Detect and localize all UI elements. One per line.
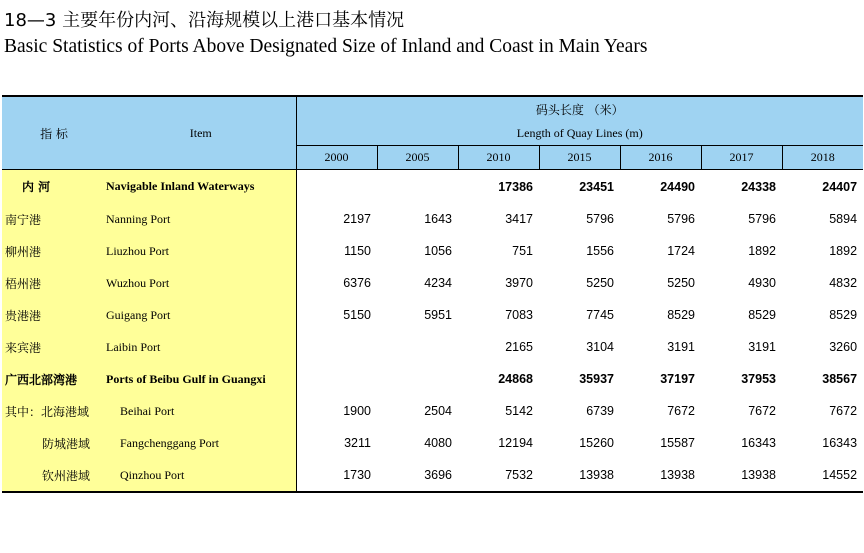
row-label-english: Navigable Inland Waterways	[106, 170, 296, 204]
row-label-chinese: 柳州港	[2, 235, 106, 267]
table-row	[2, 235, 863, 267]
value-cell-2000	[296, 331, 377, 363]
value-cell-2016: 5250	[667, 276, 695, 290]
port-statistics-table	[2, 95, 863, 493]
year-header-2018: 2018	[782, 146, 863, 170]
table-row	[2, 299, 863, 331]
value-cell-2000	[296, 170, 377, 204]
value-cell-2000: 5150	[343, 308, 371, 322]
value-cell-2016: 24490	[620, 170, 701, 204]
year-header-2005: 2005	[377, 146, 458, 170]
item-header: Item	[106, 96, 296, 170]
value-cell-2005: 3696	[424, 468, 452, 482]
row-label-chinese: 内 河	[2, 170, 106, 204]
table-row	[2, 331, 863, 363]
value-cell-2010: 17386	[458, 170, 539, 204]
value-cell-2000: 1150	[344, 244, 371, 258]
table-body	[2, 170, 863, 493]
row-label-english: Fangchenggang Port	[106, 427, 296, 459]
table-row	[2, 363, 863, 395]
value-cell-2018: 14552	[822, 468, 858, 482]
value-cell-2016: 1724	[667, 244, 695, 258]
value-cell-2018: 16343	[822, 436, 858, 450]
value-cell-2005	[377, 363, 458, 395]
value-cell-2015: 3104	[586, 340, 614, 354]
value-cell-2017: 37953	[741, 372, 776, 386]
value-cell-2010: 7532	[505, 468, 533, 482]
value-cell-2016: 3191	[667, 340, 695, 354]
value-cell-2018: 5894	[829, 212, 858, 226]
value-cell-2005: 5951	[424, 308, 452, 322]
value-cell-2018: 24407	[782, 170, 863, 204]
row-label-english: Nanning Port	[106, 203, 296, 235]
table-title-english: Basic Statistics of Ports Above Designated Size of Inland and Coast in Main Years	[4, 36, 648, 57]
unit-header	[296, 96, 863, 146]
value-cell-2015: 5250	[586, 276, 614, 290]
value-cell-2000: 6376	[343, 276, 371, 290]
value-cell-2005: 1056	[424, 244, 452, 258]
row-label-chinese: 梧州港	[2, 267, 106, 299]
row-label-chinese: 钦州港域	[2, 459, 106, 492]
value-cell-2017: 5796	[748, 212, 776, 226]
value-cell-2015: 1556	[586, 244, 614, 258]
value-cell-2018: 3260	[829, 340, 858, 354]
value-cell-2016: 37197	[660, 372, 695, 386]
value-cell-2005: 2504	[424, 404, 452, 418]
value-cell-2016: 7672	[667, 404, 695, 418]
value-cell-2018: 7672	[829, 404, 858, 418]
value-cell-2017: 1892	[748, 244, 776, 258]
value-cell-2005: 4080	[424, 436, 452, 450]
row-label-english: Wuzhou Port	[106, 267, 296, 299]
value-cell-2018: 38567	[822, 372, 858, 386]
value-cell-2015: 23451	[539, 170, 620, 204]
table-row	[2, 203, 863, 235]
row-label-chinese: 其中：北海港域	[2, 395, 106, 427]
table-row	[2, 427, 863, 459]
row-label-english: Ports of Beibu Gulf in Guangxi	[106, 363, 296, 395]
value-cell-2016: 15587	[660, 436, 695, 450]
value-cell-2017: 7672	[748, 404, 776, 418]
row-label-english: Guigang Port	[106, 299, 296, 331]
indicator-header: 指 标	[2, 96, 106, 170]
table-title-chinese: 18—3 主要年份内河、沿海规模以上港口基本情况	[4, 10, 405, 31]
value-cell-2016: 8529	[667, 308, 695, 322]
year-header-2015: 2015	[539, 146, 620, 170]
value-cell-2018: 4832	[829, 276, 858, 290]
value-cell-2000: 3211	[344, 436, 371, 450]
value-cell-2010: 24868	[498, 372, 533, 386]
value-cell-2010: 7083	[505, 308, 533, 322]
table-row	[2, 395, 863, 427]
row-label-chinese: 贵港港	[2, 299, 106, 331]
row-label-english: Laibin Port	[106, 331, 296, 363]
value-cell-2010: 3970	[505, 276, 533, 290]
row-label-english: Beihai Port	[106, 395, 296, 427]
value-cell-2000: 1730	[343, 468, 371, 482]
value-cell-2018: 1892	[829, 244, 858, 258]
table-row	[2, 459, 863, 492]
year-header-2000: 2000	[296, 146, 377, 170]
value-cell-2015: 5796	[586, 212, 614, 226]
year-header-2010: 2010	[458, 146, 539, 170]
row-label-english: Liuzhou Port	[106, 235, 296, 267]
unit-header-chinese: 码头长度 （米）	[535, 102, 624, 117]
value-cell-2010: 2165	[505, 340, 533, 354]
value-cell-2015: 15260	[579, 436, 614, 450]
value-cell-2015: 6739	[586, 404, 614, 418]
value-cell-2000	[296, 363, 377, 395]
value-cell-2017: 4930	[748, 276, 776, 290]
value-cell-2017: 8529	[748, 308, 776, 322]
value-cell-2017: 3191	[748, 340, 776, 354]
row-label-chinese: 南宁港	[2, 203, 106, 235]
unit-header-english: Length of Quay Lines (m)	[516, 125, 643, 140]
value-cell-2005: 1643	[424, 212, 452, 226]
value-cell-2016: 5796	[667, 212, 695, 226]
value-cell-2018: 8529	[829, 308, 858, 322]
value-cell-2010: 3417	[505, 212, 533, 226]
table-row	[2, 170, 863, 204]
value-cell-2010: 5142	[505, 404, 533, 418]
value-cell-2000: 1900	[343, 404, 371, 418]
row-label-chinese: 来宾港	[2, 331, 106, 363]
value-cell-2017: 13938	[741, 468, 776, 482]
value-cell-2015: 35937	[579, 372, 614, 386]
value-cell-2005	[377, 170, 458, 204]
value-cell-2015: 7745	[586, 308, 614, 322]
year-header-2016: 2016	[620, 146, 701, 170]
table-row	[2, 267, 863, 299]
value-cell-2015: 13938	[579, 468, 614, 482]
row-label-english: Qinzhou Port	[106, 459, 296, 492]
value-cell-2005: 4234	[424, 276, 452, 290]
value-cell-2016: 13938	[660, 468, 695, 482]
value-cell-2010: 751	[512, 244, 533, 258]
value-cell-2010: 12194	[498, 436, 533, 450]
value-cell-2017: 24338	[701, 170, 782, 204]
value-cell-2005	[377, 331, 458, 363]
row-label-chinese: 广西北部湾港	[2, 363, 106, 395]
value-cell-2000: 2197	[343, 212, 371, 226]
row-label-chinese: 防城港域	[2, 427, 106, 459]
value-cell-2017: 16343	[741, 436, 776, 450]
year-header-2017: 2017	[701, 146, 782, 170]
